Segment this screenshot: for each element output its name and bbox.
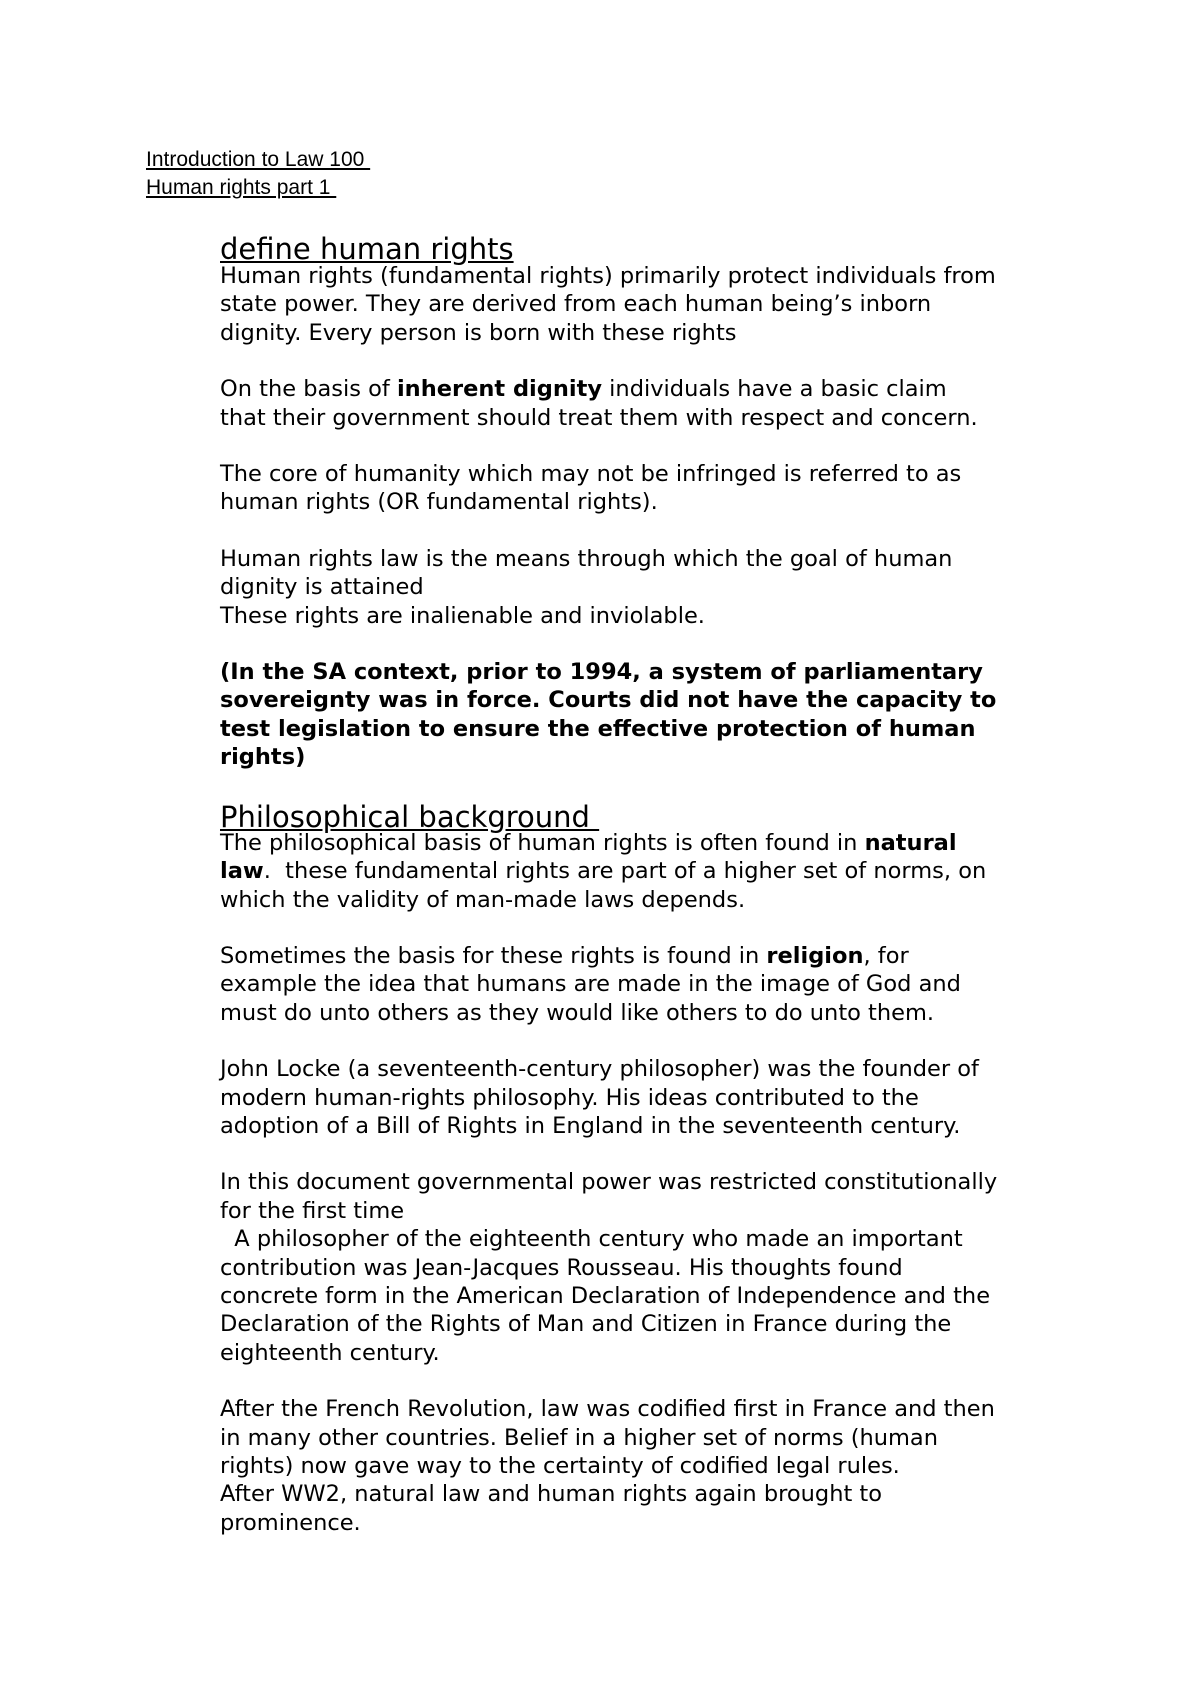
text-run: individuals have a basic claim (602, 376, 947, 403)
text-line: In this document governmental power was restricted constitutionally (220, 1169, 998, 1196)
text-line: for the first time (220, 1197, 405, 1224)
paragraph-john-locke (220, 1055, 1090, 1140)
bold-term: inherent dignity (396, 376, 603, 403)
section-heading-philosophical: Philosophical background (220, 799, 600, 834)
text-line: which the validity of man-made laws depends. (220, 886, 746, 913)
paragraph-human-rights-law (220, 545, 1090, 630)
text-line: rights) now gave way to the certainty of codified legal rules. (220, 1453, 900, 1479)
text-line: (In the SA context, prior to 1994, a system of parliamentary (220, 659, 983, 686)
text-line: state power. They are derived from each human being’s inborn (220, 291, 932, 318)
text-run: , for (863, 942, 909, 969)
paragraph-definition (220, 262, 1090, 347)
text-line: A philosopher of the eighteenth century who made an important (220, 1226, 963, 1253)
text-line: After the French Revolution, law was codified first in France and then (220, 1396, 995, 1423)
text-line: sovereignty was in force. Courts did not have the capacity to (220, 687, 997, 714)
document-body (220, 231, 1090, 1537)
document-header (146, 146, 370, 202)
text-line: Human rights law is the means through which the goal of human (220, 545, 953, 572)
text-line: example the idea that humans are made in the image of God and (220, 971, 961, 998)
text-line: test legislation to ensure the effective protection of human (220, 715, 976, 742)
paragraph-core-of-humanity (220, 460, 1090, 517)
paragraph-sa-context (220, 658, 1090, 772)
paragraph-rousseau (220, 1168, 1090, 1367)
text-line: John Locke (a seventeenth-century philosopher) was the founder of (220, 1056, 979, 1083)
bold-term: religion (766, 942, 864, 969)
text-line: contribution was Jean-Jacques Rousseau. His thoughts found (220, 1254, 903, 1281)
paragraph-religion (220, 942, 1090, 1027)
bold-term: law (220, 858, 264, 885)
text-line: must do unto others as they would like others to do unto them. (220, 999, 935, 1026)
text-run: Sometimes the basis for these rights is found in (220, 942, 767, 969)
text-line: These rights are inalienable and inviolable. (220, 602, 705, 629)
text-run: . these fundamental rights are part of a higher set of norms, on (263, 858, 987, 885)
text-line (220, 829, 1090, 857)
text-line: that their government should treat them with respect and concern. (220, 404, 978, 431)
text-line: Declaration of the Rights of Man and Citizen in France during the (220, 1311, 952, 1338)
text-line: in many other countries. Belief in a higher set of norms (human (220, 1424, 938, 1451)
topic-title: Human rights part 1 (146, 176, 337, 199)
bold-term: natural (864, 829, 957, 856)
text-line (220, 942, 1090, 970)
text-line: rights) (220, 744, 306, 771)
text-run: On the basis of (220, 376, 397, 403)
paragraph-natural-law (220, 829, 1090, 914)
paragraph-inherent-dignity (220, 375, 1090, 432)
text-line: concrete form in the American Declaration of Independence and the (220, 1282, 991, 1309)
text-line: Human rights (fundamental rights) primarily protect individuals from (220, 263, 996, 289)
text-line: modern human-rights philosophy. His ideas contributed to the (220, 1084, 919, 1111)
section-heading-define: define human rights (220, 232, 514, 266)
text-run: The philosophical basis of human rights is often found in (220, 829, 865, 856)
text-line: adoption of a Bill of Rights in England in the seventeenth century. (220, 1112, 961, 1139)
text-line: prominence. (220, 1509, 361, 1536)
text-line (220, 375, 1090, 403)
text-line: After WW2, natural law and human rights again brought to (220, 1481, 883, 1508)
text-line: eighteenth century. (220, 1339, 440, 1366)
paragraph-french-revolution (220, 1395, 1090, 1537)
text-line (220, 857, 1090, 885)
text-line: The core of humanity which may not be infringed is referred to as (220, 461, 962, 488)
text-line: dignity is attained (220, 574, 424, 601)
course-title: Introduction to Law 100 (146, 148, 371, 171)
text-line: dignity. Every person is born with these rights (220, 319, 737, 346)
text-line: human rights (OR fundamental rights). (220, 489, 658, 516)
